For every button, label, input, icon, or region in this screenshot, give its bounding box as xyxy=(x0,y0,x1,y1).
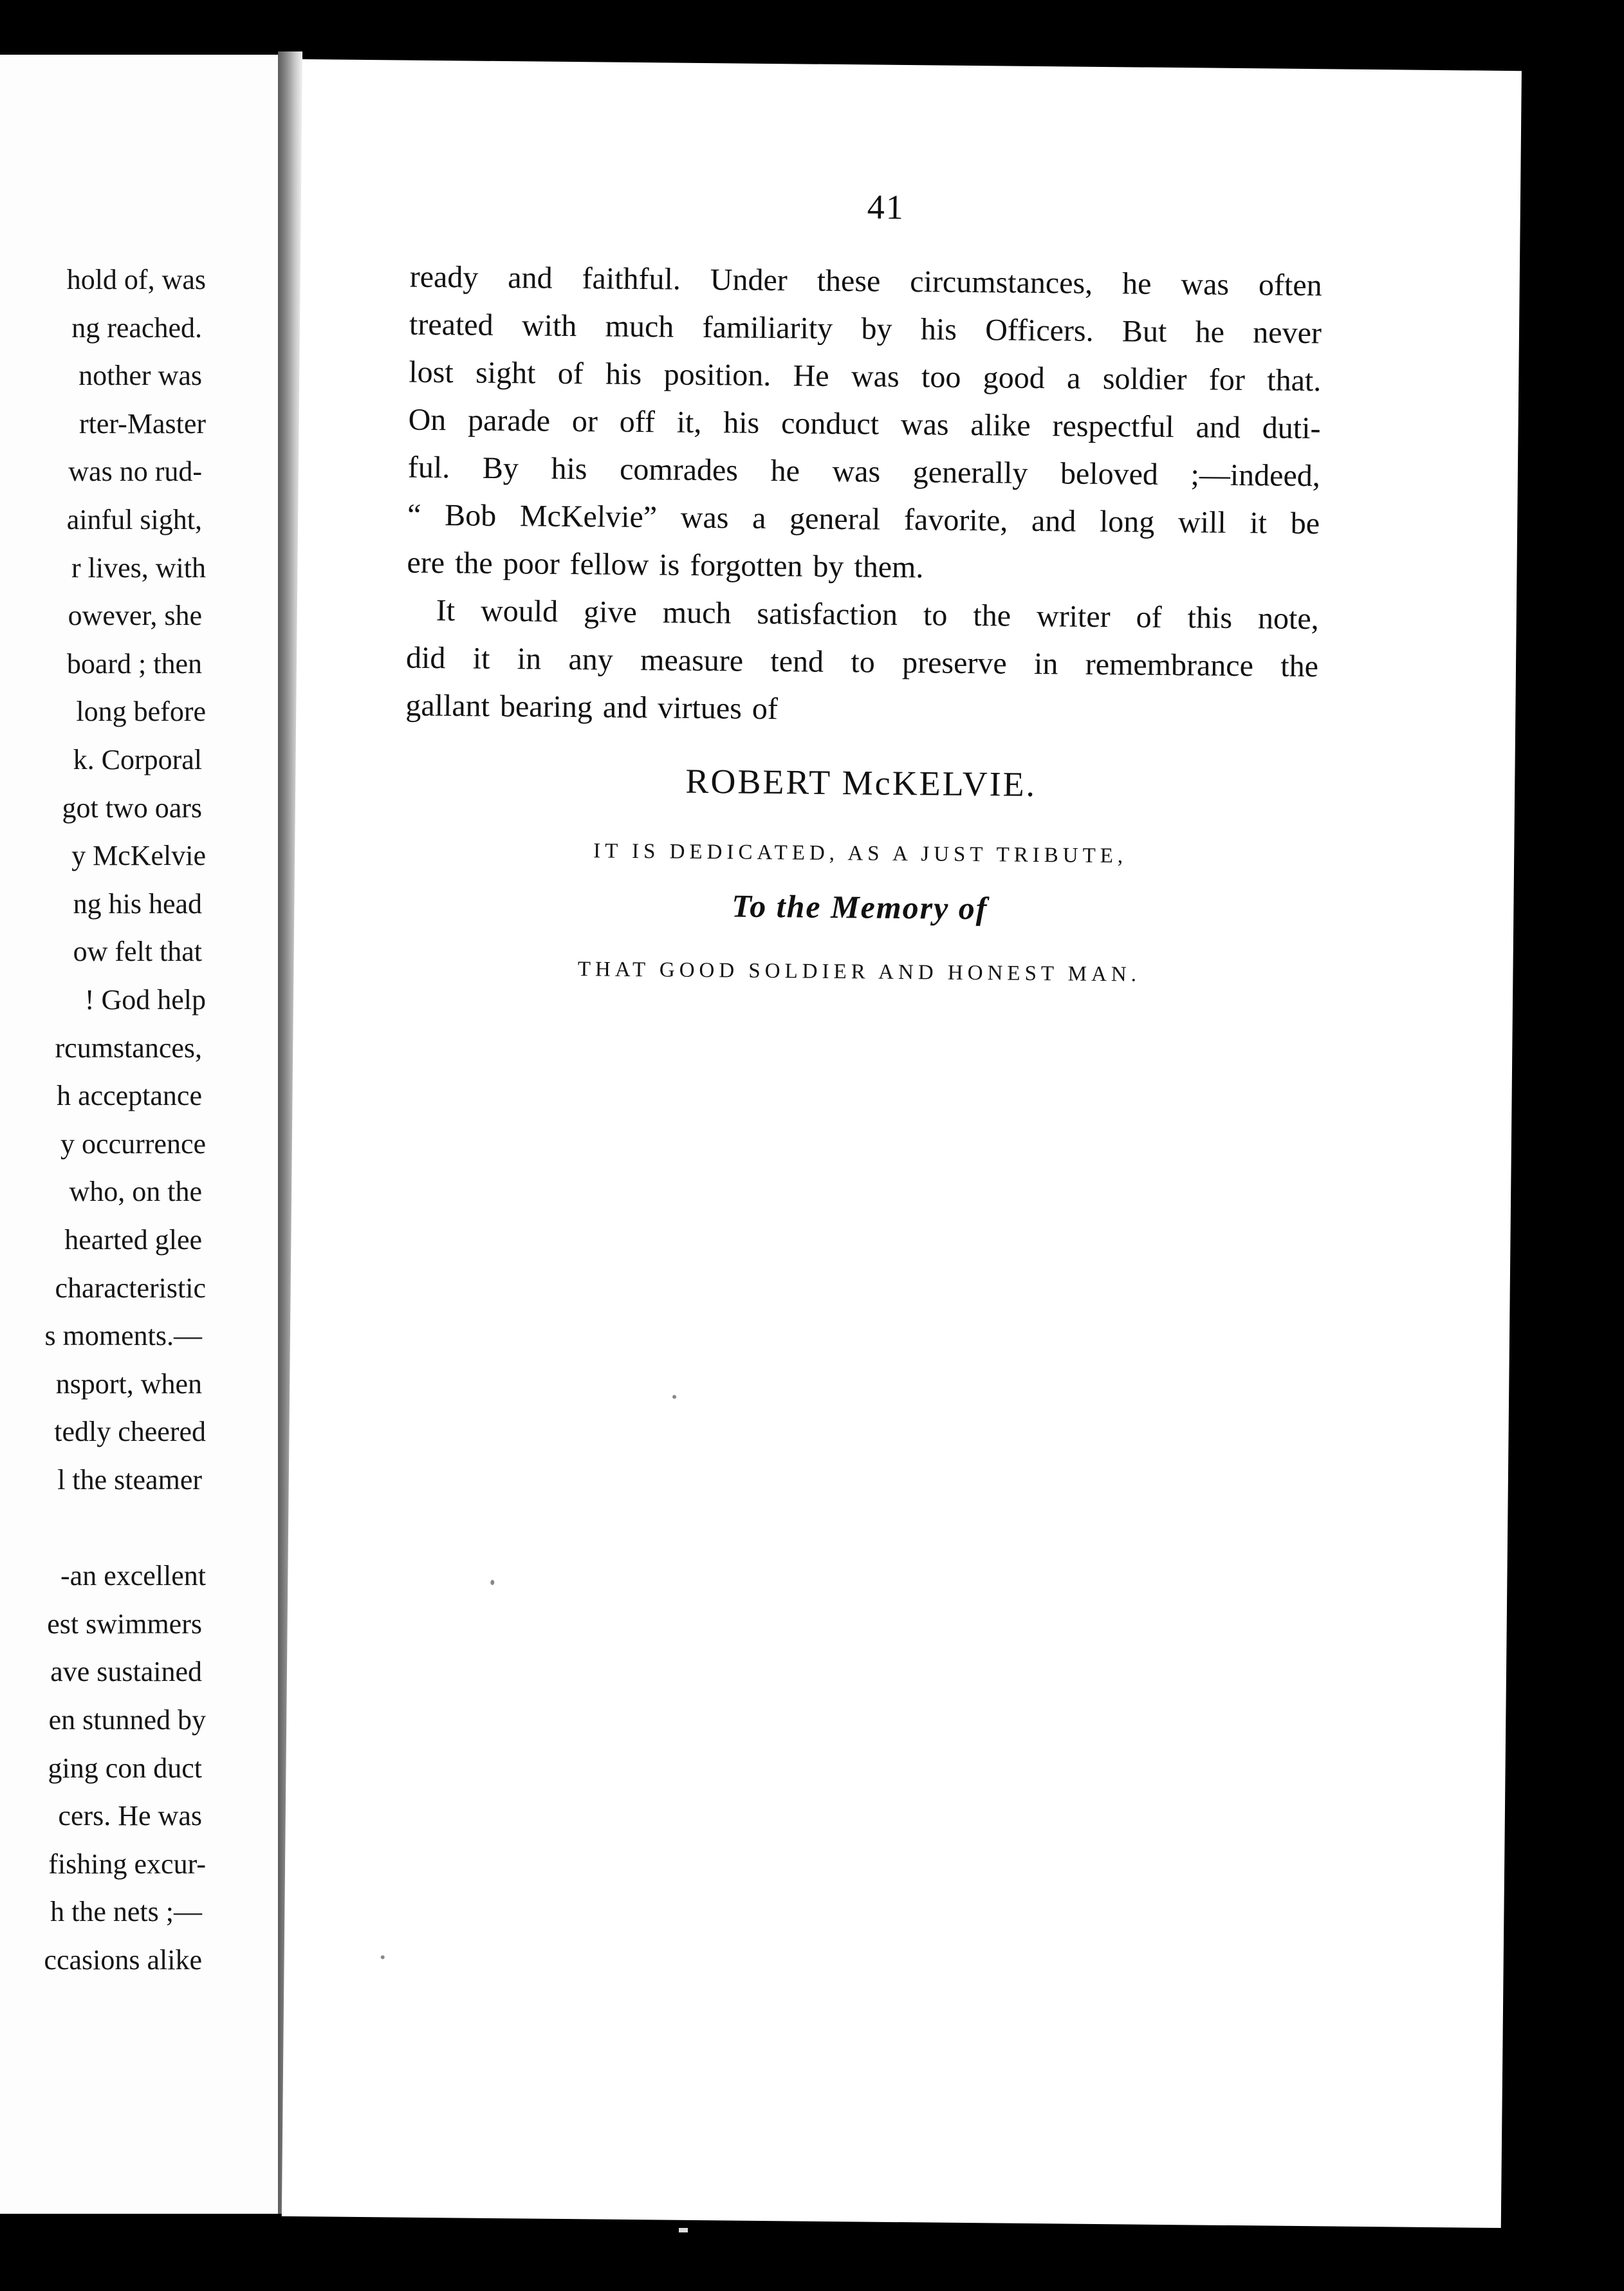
body-line: It would give much satisfaction to the writer of this note, xyxy=(436,593,1319,636)
left-page-line: hold of, was xyxy=(66,264,206,295)
memory-line: To the Memory of xyxy=(732,887,988,927)
left-page-line: r lives, with xyxy=(71,552,206,584)
body-line: ful. By his comrades he was generally beloved ;—indeed, xyxy=(407,450,1321,494)
left-page-line: ! God help xyxy=(84,984,206,1016)
left-page-line: hearted glee xyxy=(64,1224,202,1256)
body-line: ere the poor fellow is forgotten by them. xyxy=(407,545,924,585)
left-page-line: ng his head xyxy=(73,887,202,920)
left-page-line: who, on the xyxy=(69,1176,202,1208)
left-page-line: got two oars xyxy=(62,792,202,824)
body-line: “ Bob McKelvie” was a general favorite, and long will it be xyxy=(407,497,1320,541)
body-text xyxy=(405,254,1322,739)
closing-line: THAT GOOD SOLDIER AND HONEST MAN. xyxy=(577,958,1141,987)
left-page-line: en stunned by xyxy=(48,1704,206,1736)
left-page-line: characteristic xyxy=(55,1272,206,1304)
left-page-line: long before xyxy=(76,696,206,728)
dedicatee-name: ROBERT McKELVIE. xyxy=(685,761,1037,804)
left-page-line: owever, she xyxy=(68,600,202,632)
left-page-line: h the nets ;— xyxy=(50,1896,202,1928)
left-page-line: rcumstances, xyxy=(55,1032,202,1064)
paper-speck xyxy=(490,1580,494,1585)
page-number: 41 xyxy=(867,187,905,227)
left-page-line: k. Corporal xyxy=(73,744,202,775)
dedication-line: IT IS DEDICATED, AS A JUST TRIBUTE, xyxy=(593,839,1128,868)
body-line: On parade or off it, his conduct was alike respectful and duti- xyxy=(408,402,1321,446)
left-page-line: tedly cheered xyxy=(54,1416,206,1448)
body-line: ready and faithful. Under these circumstances, he was often xyxy=(409,259,1322,303)
left-page-line: ave sustained xyxy=(50,1656,202,1688)
left-page-line: ng reached. xyxy=(71,311,202,344)
left-page-line: y McKelvie xyxy=(71,840,206,872)
body-line: did it in any measure tend to preserve in remembrance the xyxy=(405,640,1319,684)
left-page-line: rter-Master xyxy=(78,407,206,440)
body-line: lost sight of his position. He was too good a soldier for that. xyxy=(409,355,1322,398)
left-page-line: ccasions alike xyxy=(44,1944,202,1976)
paper-speck xyxy=(672,1395,676,1399)
left-page-line: was no rud- xyxy=(68,456,202,488)
left-page-line: cers. He was xyxy=(58,1800,202,1832)
previous-page-fragment xyxy=(0,55,278,2214)
current-page xyxy=(282,59,1522,2228)
body-line: treated with much familiarity by his Officers. But he never xyxy=(409,307,1322,351)
left-page-line: nother was xyxy=(78,360,202,392)
body-line: gallant bearing and virtues of xyxy=(405,688,779,727)
left-page-line: ging con duct xyxy=(48,1752,202,1784)
paper-speck xyxy=(381,1955,385,1959)
left-page-line: s moments.— xyxy=(44,1320,202,1352)
left-page-line: fishing excur- xyxy=(48,1848,206,1880)
left-page-line: h acceptance xyxy=(57,1080,202,1112)
left-page-line: board ; then xyxy=(66,647,202,680)
left-page-line: nsport, when xyxy=(55,1368,202,1400)
left-page-line: ainful sight, xyxy=(66,504,202,535)
scan-mark xyxy=(679,2228,688,2232)
left-page-line: est swimmers xyxy=(47,1608,202,1640)
left-page-line: ow felt that xyxy=(73,936,202,968)
left-page-line: y occurrence xyxy=(60,1127,206,1160)
left-page-line: -an excellent xyxy=(60,1560,206,1592)
left-page-line: l the steamer xyxy=(57,1464,202,1496)
